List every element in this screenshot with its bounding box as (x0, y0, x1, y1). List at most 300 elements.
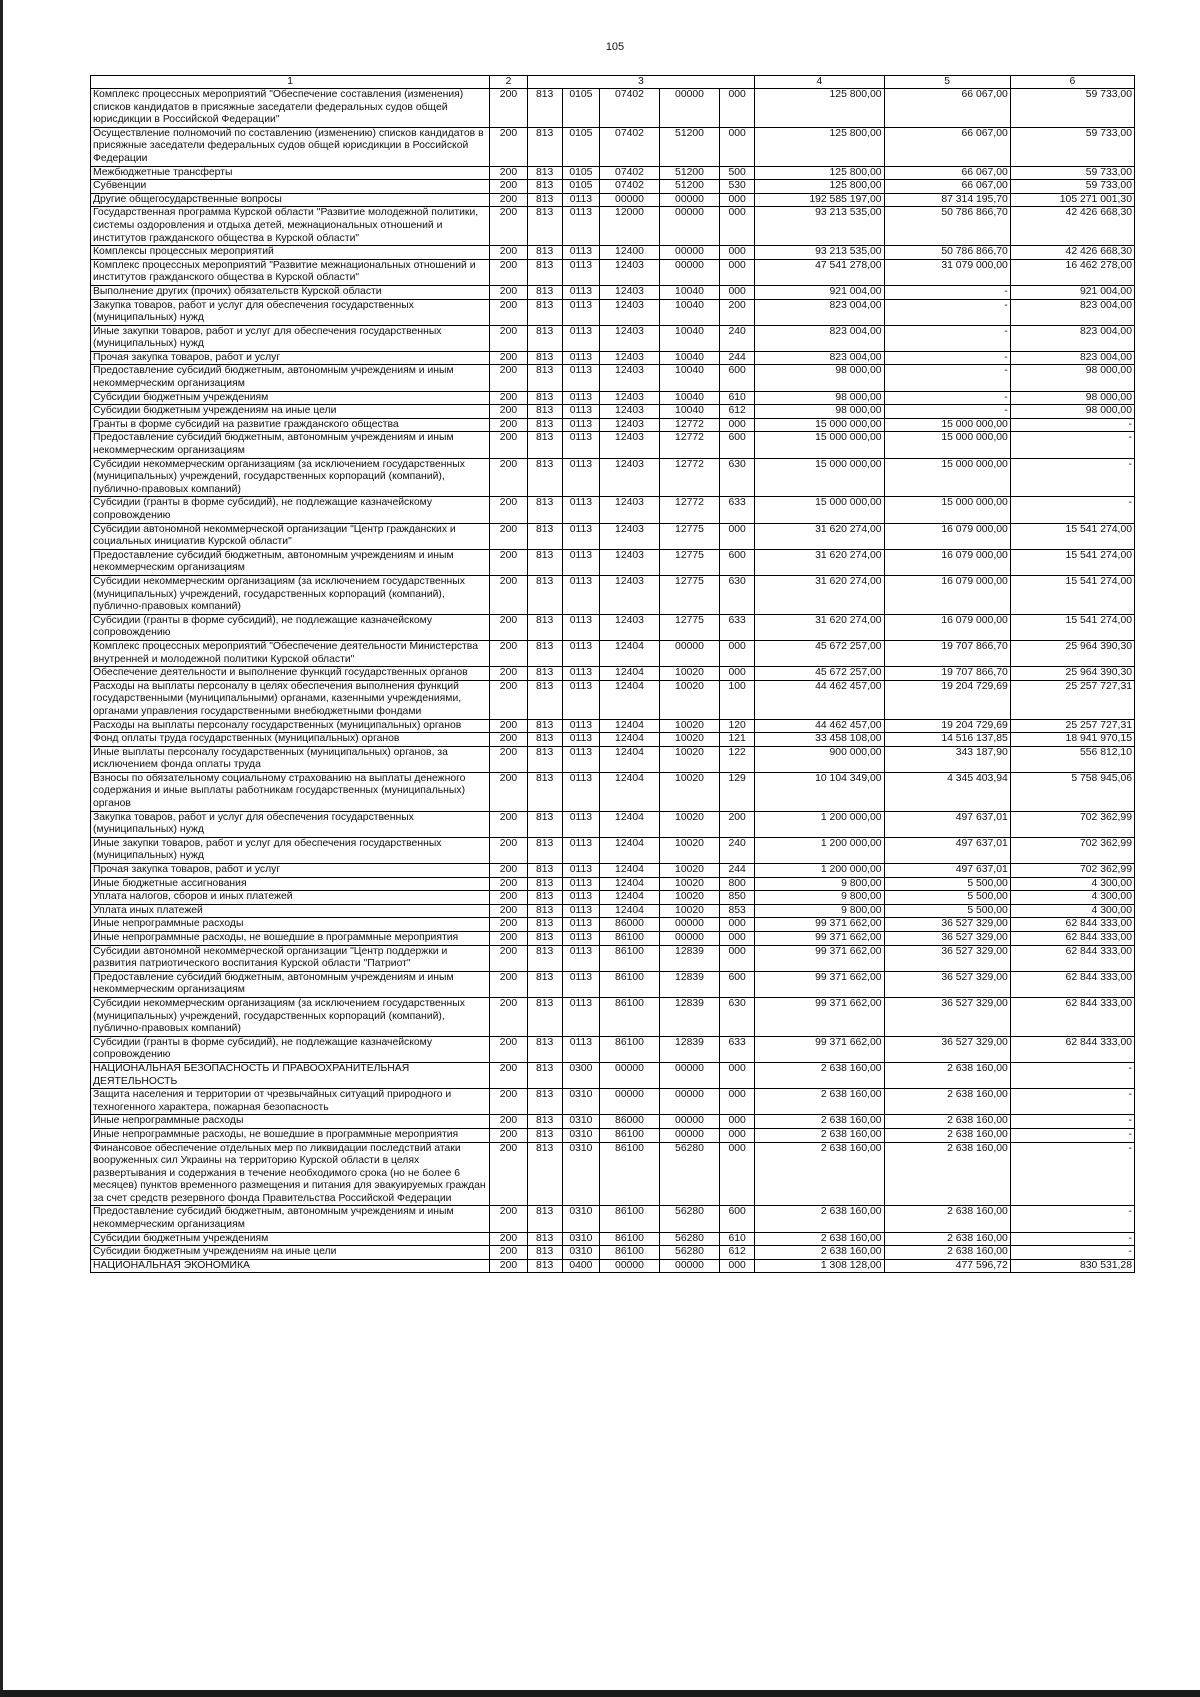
row-value-plan: 99 371 662,00 (755, 945, 884, 971)
table-row (91, 733, 1135, 747)
row-code-department: 813 (527, 391, 562, 405)
row-code-expense-type: 000 (720, 193, 755, 207)
row-value-executed: 343 187,90 (884, 746, 1010, 772)
row-code-department: 813 (527, 523, 562, 549)
table-row (91, 932, 1135, 946)
row-code-program: 12403 (600, 458, 660, 497)
row-value-plan: 31 620 274,00 (755, 575, 884, 614)
row-code-direction: 10020 (660, 864, 720, 878)
scan-edge-left (0, 0, 3, 1697)
row-value-executed: 2 638 160,00 (884, 1206, 1010, 1232)
row-value-remainder: 59 733,00 (1010, 166, 1134, 180)
row-code-expense-type: 000 (720, 640, 755, 666)
row-code-program: 12403 (600, 549, 660, 575)
row-name: Комплексы процессных мероприятий (91, 246, 490, 260)
table-row (91, 365, 1135, 391)
row-value-remainder: 702 362,99 (1010, 811, 1134, 837)
row-value-executed: 2 638 160,00 (884, 1246, 1010, 1260)
row-name: Обеспечение деятельности и выполнение функций государственных органов (91, 667, 490, 681)
row-value-executed: 497 637,01 (884, 837, 1010, 863)
row-code-ministry: 200 (490, 719, 527, 733)
row-code-department: 813 (527, 877, 562, 891)
table-header (91, 76, 1135, 89)
row-code-ministry: 200 (490, 193, 527, 207)
row-value-remainder: 59 733,00 (1010, 180, 1134, 194)
row-code-expense-type: 853 (720, 904, 755, 918)
table-row (91, 193, 1135, 207)
row-code-ministry: 200 (490, 458, 527, 497)
row-value-remainder: 5 758 945,06 (1010, 772, 1134, 811)
row-code-ministry: 200 (490, 523, 527, 549)
table-row (91, 1115, 1135, 1129)
row-code-department: 813 (527, 1246, 562, 1260)
row-code-section: 0113 (562, 575, 599, 614)
row-value-remainder: 62 844 333,00 (1010, 971, 1134, 997)
row-code-expense-type: 000 (720, 207, 755, 246)
row-code-department: 813 (527, 746, 562, 772)
row-code-department: 813 (527, 640, 562, 666)
row-code-section: 0113 (562, 246, 599, 260)
table-row (91, 680, 1135, 719)
row-code-expense-type: 633 (720, 1036, 755, 1062)
row-code-ministry: 200 (490, 746, 527, 772)
row-value-plan: 1 200 000,00 (755, 811, 884, 837)
row-code-section: 0113 (562, 1036, 599, 1062)
row-code-direction: 00000 (660, 1089, 720, 1115)
row-code-direction: 12775 (660, 575, 720, 614)
row-value-executed: 5 500,00 (884, 891, 1010, 905)
row-code-program: 00000 (600, 193, 660, 207)
row-code-department: 813 (527, 575, 562, 614)
table-row (91, 497, 1135, 523)
row-code-section: 0105 (562, 180, 599, 194)
row-code-expense-type: 633 (720, 614, 755, 640)
table-row (91, 1259, 1135, 1273)
row-code-expense-type: 610 (720, 391, 755, 405)
row-value-remainder: 15 541 274,00 (1010, 523, 1134, 549)
table-row (91, 772, 1135, 811)
row-code-department: 813 (527, 127, 562, 166)
row-code-department: 813 (527, 997, 562, 1036)
row-code-direction: 10040 (660, 285, 720, 299)
row-code-section: 0113 (562, 418, 599, 432)
table-row (91, 1089, 1135, 1115)
row-code-program: 00000 (600, 1062, 660, 1088)
row-name: Комплекс процессных мероприятий "Развитие межнациональных отношений и институтов гражданского общества в Курской области" (91, 259, 490, 285)
row-name: Выполнение других (прочих) обязательств Курской области (91, 285, 490, 299)
row-code-program: 12403 (600, 391, 660, 405)
row-value-plan: 31 620 274,00 (755, 549, 884, 575)
row-code-ministry: 200 (490, 667, 527, 681)
page-number: 105 (605, 41, 625, 53)
row-name: Гранты в форме субсидий на развитие гражданского общества (91, 418, 490, 432)
row-code-department: 813 (527, 549, 562, 575)
row-value-plan: 192 585 197,00 (755, 193, 884, 207)
row-value-executed: 31 079 000,00 (884, 259, 1010, 285)
row-value-remainder: 702 362,99 (1010, 864, 1134, 878)
row-code-section: 0113 (562, 458, 599, 497)
row-code-program: 12400 (600, 246, 660, 260)
row-code-expense-type: 120 (720, 719, 755, 733)
row-name: Предоставление субсидий бюджетным, автономным учреждениям и иным некоммерческим организациям (91, 432, 490, 458)
row-value-plan: 98 000,00 (755, 391, 884, 405)
row-code-section: 0113 (562, 891, 599, 905)
row-code-ministry: 200 (490, 891, 527, 905)
row-value-executed: 2 638 160,00 (884, 1062, 1010, 1088)
row-code-ministry: 200 (490, 811, 527, 837)
row-code-expense-type: 610 (720, 1232, 755, 1246)
row-value-executed: 2 638 160,00 (884, 1142, 1010, 1206)
row-code-department: 813 (527, 719, 562, 733)
row-code-program: 12404 (600, 733, 660, 747)
row-code-direction: 00000 (660, 1062, 720, 1088)
row-code-section: 0113 (562, 325, 599, 351)
row-value-plan: 33 458 108,00 (755, 733, 884, 747)
row-code-direction: 10020 (660, 877, 720, 891)
row-value-plan: 44 462 457,00 (755, 680, 884, 719)
row-value-remainder: - (1010, 1142, 1134, 1206)
row-code-direction: 12772 (660, 497, 720, 523)
row-value-remainder: 823 004,00 (1010, 299, 1134, 325)
row-name: Комплекс процессных мероприятий "Обеспечение деятельности Министерства внутренней и молодежной политики Курской области" (91, 640, 490, 666)
row-code-direction: 00000 (660, 1128, 720, 1142)
row-value-plan: 2 638 160,00 (755, 1089, 884, 1115)
row-code-direction: 00000 (660, 193, 720, 207)
table-row (91, 127, 1135, 166)
row-code-section: 0105 (562, 166, 599, 180)
row-code-expense-type: 000 (720, 1128, 755, 1142)
row-code-direction: 12839 (660, 945, 720, 971)
row-code-section: 0113 (562, 640, 599, 666)
row-value-remainder: - (1010, 1206, 1134, 1232)
row-name: Субсидии (гранты в форме субсидий), не подлежащие казначейскому сопровождению (91, 497, 490, 523)
row-code-expense-type: 612 (720, 1246, 755, 1260)
row-name: Расходы на выплаты персоналу государственных (муниципальных) органов (91, 719, 490, 733)
row-code-section: 0113 (562, 497, 599, 523)
row-code-direction: 12775 (660, 549, 720, 575)
row-code-program: 12403 (600, 351, 660, 365)
row-code-department: 813 (527, 891, 562, 905)
row-value-plan: 125 800,00 (755, 89, 884, 128)
row-name: Прочая закупка товаров, работ и услуг (91, 351, 490, 365)
row-code-department: 813 (527, 180, 562, 194)
row-value-executed: 2 638 160,00 (884, 1128, 1010, 1142)
row-code-direction: 56280 (660, 1206, 720, 1232)
row-value-remainder: 59 733,00 (1010, 89, 1134, 128)
row-code-section: 0113 (562, 746, 599, 772)
table-row (91, 180, 1135, 194)
row-value-remainder: 62 844 333,00 (1010, 932, 1134, 946)
row-code-ministry: 200 (490, 772, 527, 811)
row-code-direction: 00000 (660, 207, 720, 246)
row-code-department: 813 (527, 918, 562, 932)
row-code-program: 12403 (600, 285, 660, 299)
row-code-department: 813 (527, 1115, 562, 1129)
row-value-remainder: 98 000,00 (1010, 391, 1134, 405)
row-code-direction: 12839 (660, 997, 720, 1036)
row-code-ministry: 200 (490, 640, 527, 666)
row-code-section: 0113 (562, 193, 599, 207)
row-name: Взносы по обязательному социальному страхованию на выплаты денежного содержания и иные выплаты работникам государственных (муниципальных) органов (91, 772, 490, 811)
row-code-section: 0113 (562, 523, 599, 549)
row-code-direction: 56280 (660, 1232, 720, 1246)
row-code-direction: 10020 (660, 772, 720, 811)
row-name: Субсидии бюджетным учреждениям на иные цели (91, 405, 490, 419)
row-name: НАЦИОНАЛЬНАЯ ЭКОНОМИКА (91, 1259, 490, 1273)
row-value-executed: 16 079 000,00 (884, 549, 1010, 575)
table-row (91, 1206, 1135, 1232)
row-code-department: 813 (527, 193, 562, 207)
row-value-plan: 99 371 662,00 (755, 1036, 884, 1062)
row-code-department: 813 (527, 1232, 562, 1246)
row-code-expense-type: 612 (720, 405, 755, 419)
row-value-remainder: - (1010, 1128, 1134, 1142)
table-row (91, 746, 1135, 772)
row-code-program: 86100 (600, 1128, 660, 1142)
row-value-plan: 2 638 160,00 (755, 1206, 884, 1232)
row-code-department: 813 (527, 166, 562, 180)
row-code-section: 0113 (562, 207, 599, 246)
row-value-remainder: 105 271 001,30 (1010, 193, 1134, 207)
header-col-4: 4 (755, 76, 884, 89)
row-code-ministry: 200 (490, 864, 527, 878)
row-code-department: 813 (527, 405, 562, 419)
row-code-section: 0113 (562, 351, 599, 365)
row-code-program: 12403 (600, 523, 660, 549)
row-name: НАЦИОНАЛЬНАЯ БЕЗОПАСНОСТЬ И ПРАВООХРАНИТЕЛЬНАЯ ДЕЯТЕЛЬНОСТЬ (91, 1062, 490, 1088)
row-code-direction: 51200 (660, 180, 720, 194)
row-value-plan: 15 000 000,00 (755, 418, 884, 432)
row-value-plan: 2 638 160,00 (755, 1142, 884, 1206)
row-value-remainder: - (1010, 1115, 1134, 1129)
row-name: Субсидии автономной некоммерческой организации "Центр поддержки и развития патриотического воспитания Курской области "Патриот" (91, 945, 490, 971)
row-code-program: 12403 (600, 259, 660, 285)
row-code-direction: 12775 (660, 523, 720, 549)
row-value-plan: 99 371 662,00 (755, 997, 884, 1036)
row-code-section: 0310 (562, 1232, 599, 1246)
table-row (91, 719, 1135, 733)
row-code-ministry: 200 (490, 497, 527, 523)
row-code-expense-type: 129 (720, 772, 755, 811)
row-value-executed: 19 204 729,69 (884, 719, 1010, 733)
table-row (91, 325, 1135, 351)
row-value-plan: 2 638 160,00 (755, 1246, 884, 1260)
row-code-program: 86100 (600, 1036, 660, 1062)
row-name: Осуществление полномочий по составлению (изменению) списков кандидатов в присяжные заседатели федеральных судов общей юрисдикции в Российской Федерации (91, 127, 490, 166)
row-code-direction: 00000 (660, 89, 720, 128)
row-code-expense-type: 000 (720, 285, 755, 299)
row-value-plan: 900 000,00 (755, 746, 884, 772)
row-value-plan: 99 371 662,00 (755, 971, 884, 997)
table-row (91, 89, 1135, 128)
row-code-section: 0105 (562, 89, 599, 128)
table-row (91, 549, 1135, 575)
row-value-remainder: 556 812,10 (1010, 746, 1134, 772)
row-code-expense-type: 630 (720, 458, 755, 497)
row-value-remainder: 25 964 390,30 (1010, 667, 1134, 681)
row-value-executed: 16 079 000,00 (884, 575, 1010, 614)
row-name: Субсидии бюджетным учреждениям (91, 391, 490, 405)
table-row (91, 1062, 1135, 1088)
header-row (91, 76, 1135, 89)
row-value-plan: 15 000 000,00 (755, 458, 884, 497)
row-name: Субсидии (гранты в форме субсидий), не подлежащие казначейскому сопровождению (91, 1036, 490, 1062)
table-row (91, 432, 1135, 458)
row-code-program: 86100 (600, 1232, 660, 1246)
row-code-direction: 10040 (660, 325, 720, 351)
row-value-plan: 823 004,00 (755, 351, 884, 365)
row-name: Фонд оплаты труда государственных (муниципальных) органов (91, 733, 490, 747)
row-value-executed: 66 067,00 (884, 166, 1010, 180)
row-code-direction: 51200 (660, 127, 720, 166)
row-code-department: 813 (527, 1089, 562, 1115)
row-name: Комплекс процессных мероприятий "Обеспечение составления (изменения) списков кандидатов в присяжные заседатели федеральных судов общей юрисдикции в Российской Федерации" (91, 89, 490, 128)
table-row (91, 971, 1135, 997)
row-code-expense-type: 800 (720, 877, 755, 891)
row-code-program: 12403 (600, 405, 660, 419)
row-code-program: 12404 (600, 667, 660, 681)
row-code-expense-type: 500 (720, 166, 755, 180)
row-code-department: 813 (527, 259, 562, 285)
row-code-section: 0310 (562, 1115, 599, 1129)
row-value-executed: 16 079 000,00 (884, 614, 1010, 640)
row-name: Субсидии некоммерческим организациям (за исключением государственных (муниципальных) учреждений, государственных корпораций (компаний), публично-правовых компаний) (91, 575, 490, 614)
row-value-plan: 31 620 274,00 (755, 614, 884, 640)
row-value-executed: 497 637,01 (884, 811, 1010, 837)
table-row (91, 837, 1135, 863)
row-code-direction: 00000 (660, 1259, 720, 1273)
table-row (91, 614, 1135, 640)
row-value-plan: 125 800,00 (755, 166, 884, 180)
row-value-executed: 5 500,00 (884, 904, 1010, 918)
row-code-ministry: 200 (490, 246, 527, 260)
row-code-expense-type: 100 (720, 680, 755, 719)
row-value-remainder: 62 844 333,00 (1010, 945, 1134, 971)
row-code-direction: 51200 (660, 166, 720, 180)
row-code-ministry: 200 (490, 418, 527, 432)
row-code-program: 12403 (600, 299, 660, 325)
row-code-direction: 10020 (660, 719, 720, 733)
row-code-program: 07402 (600, 89, 660, 128)
header-col-2: 2 (490, 76, 527, 89)
budget-table (90, 75, 1135, 1273)
row-value-executed: 66 067,00 (884, 127, 1010, 166)
row-code-department: 813 (527, 89, 562, 128)
row-code-department: 813 (527, 932, 562, 946)
row-code-program: 86100 (600, 997, 660, 1036)
row-name: Межбюджетные трансферты (91, 166, 490, 180)
row-code-program: 12404 (600, 811, 660, 837)
row-value-remainder: 25 257 727,31 (1010, 680, 1134, 719)
table-row (91, 246, 1135, 260)
row-value-remainder: 62 844 333,00 (1010, 997, 1134, 1036)
row-name: Иные непрограммные расходы, не вошедшие в программные мероприятия (91, 1128, 490, 1142)
table-row (91, 997, 1135, 1036)
row-value-executed: 19 707 866,70 (884, 640, 1010, 666)
row-code-department: 813 (527, 904, 562, 918)
table-row (91, 904, 1135, 918)
row-code-direction: 10020 (660, 733, 720, 747)
row-value-executed: 50 786 866,70 (884, 207, 1010, 246)
row-value-remainder: 823 004,00 (1010, 351, 1134, 365)
row-code-department: 813 (527, 1036, 562, 1062)
row-code-direction: 12772 (660, 432, 720, 458)
row-code-department: 813 (527, 680, 562, 719)
row-value-plan: 2 638 160,00 (755, 1128, 884, 1142)
row-name: Защита населения и территории от чрезвычайных ситуаций природного и техногенного характера, пожарная безопасность (91, 1089, 490, 1115)
row-code-ministry: 200 (490, 166, 527, 180)
row-code-expense-type: 244 (720, 351, 755, 365)
table-row (91, 667, 1135, 681)
row-code-direction: 56280 (660, 1246, 720, 1260)
row-code-ministry: 200 (490, 945, 527, 971)
row-value-plan: 47 541 278,00 (755, 259, 884, 285)
row-code-department: 813 (527, 351, 562, 365)
row-value-plan: 93 213 535,00 (755, 207, 884, 246)
row-code-program: 12403 (600, 614, 660, 640)
row-value-plan: 45 672 257,00 (755, 640, 884, 666)
row-code-expense-type: 121 (720, 733, 755, 747)
row-code-expense-type: 240 (720, 325, 755, 351)
row-value-plan: 2 638 160,00 (755, 1232, 884, 1246)
row-code-ministry: 200 (490, 207, 527, 246)
row-value-executed: 477 596,72 (884, 1259, 1010, 1273)
row-value-plan: 2 638 160,00 (755, 1062, 884, 1088)
row-code-expense-type: 240 (720, 837, 755, 863)
row-code-direction: 12839 (660, 971, 720, 997)
row-code-expense-type: 000 (720, 1089, 755, 1115)
row-code-program: 07402 (600, 166, 660, 180)
row-name: Уплата налогов, сборов и иных платежей (91, 891, 490, 905)
row-code-ministry: 200 (490, 1246, 527, 1260)
row-code-department: 813 (527, 667, 562, 681)
row-code-program: 86100 (600, 1246, 660, 1260)
row-value-executed: 497 637,01 (884, 864, 1010, 878)
table-row (91, 207, 1135, 246)
row-code-program: 07402 (600, 180, 660, 194)
row-value-plan: 125 800,00 (755, 127, 884, 166)
row-code-direction: 00000 (660, 259, 720, 285)
row-code-department: 813 (527, 837, 562, 863)
row-code-direction: 10040 (660, 405, 720, 419)
row-code-department: 813 (527, 207, 562, 246)
row-value-plan: 98 000,00 (755, 365, 884, 391)
header-col-1: 1 (91, 76, 490, 89)
table-row (91, 1036, 1135, 1062)
row-value-remainder: 25 257 727,31 (1010, 719, 1134, 733)
row-value-remainder: - (1010, 432, 1134, 458)
row-code-ministry: 200 (490, 877, 527, 891)
table-body (91, 89, 1135, 1273)
row-code-direction: 12839 (660, 1036, 720, 1062)
row-value-executed: - (884, 299, 1010, 325)
row-value-remainder: - (1010, 418, 1134, 432)
row-code-section: 0310 (562, 1089, 599, 1115)
row-code-direction: 10020 (660, 680, 720, 719)
row-name: Иные непрограммные расходы, не вошедшие в программные мероприятия (91, 932, 490, 946)
row-code-expense-type: 000 (720, 1062, 755, 1088)
row-name: Прочая закупка товаров, работ и услуг (91, 864, 490, 878)
row-code-expense-type: 000 (720, 418, 755, 432)
row-name: Субсидии некоммерческим организациям (за исключением государственных (муниципальных) учреждений, государственных корпораций (компаний), публично-правовых компаний) (91, 997, 490, 1036)
row-value-remainder: 823 004,00 (1010, 325, 1134, 351)
row-code-section: 0113 (562, 259, 599, 285)
row-name: Закупка товаров, работ и услуг для обеспечения государственных (муниципальных) нужд (91, 811, 490, 837)
row-code-expense-type: 000 (720, 667, 755, 681)
row-code-ministry: 200 (490, 365, 527, 391)
row-code-direction: 10040 (660, 299, 720, 325)
row-value-remainder: 42 426 668,30 (1010, 207, 1134, 246)
